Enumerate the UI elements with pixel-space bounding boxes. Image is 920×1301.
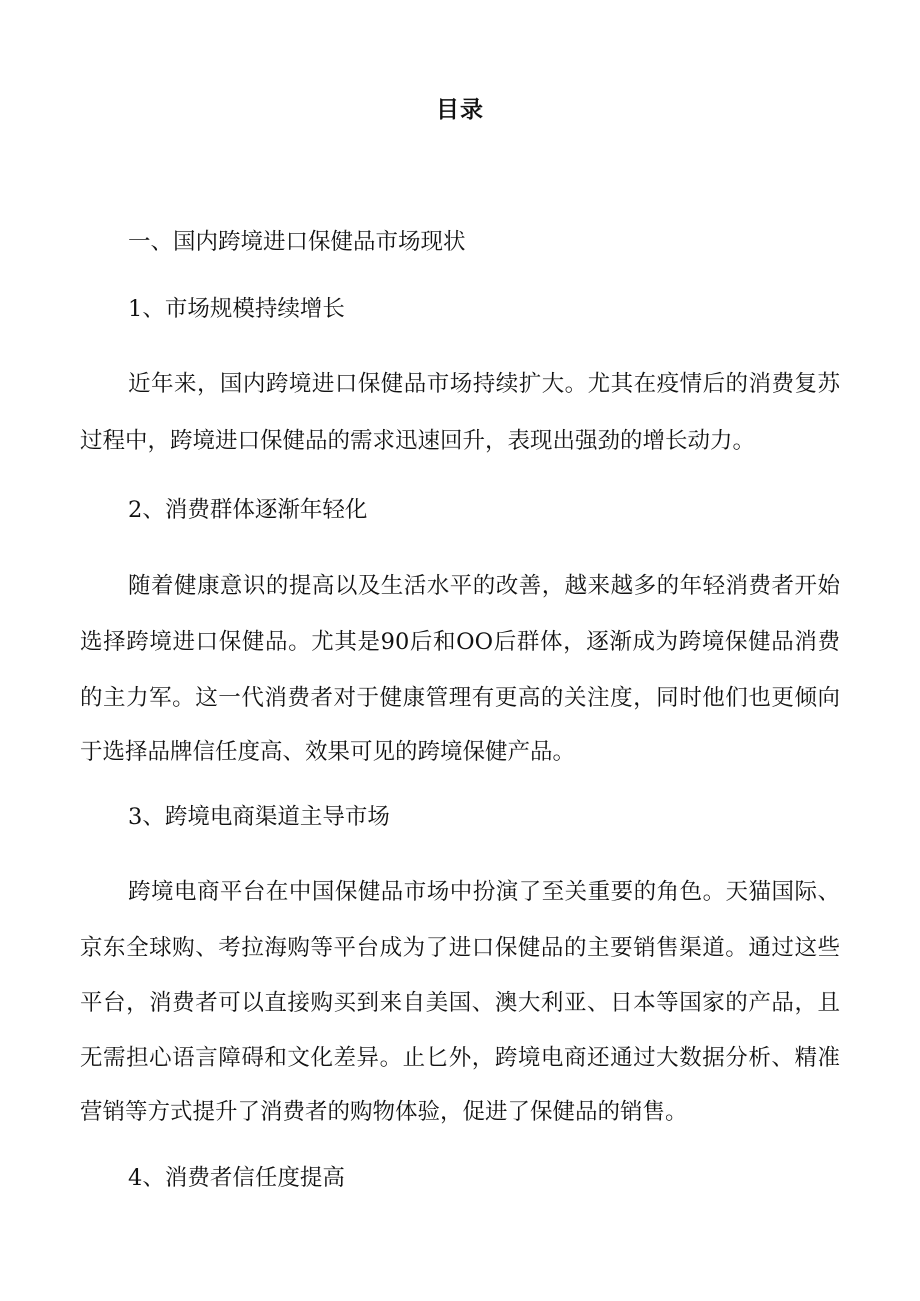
section-heading: 一、国内跨境进口保健品市场现状 bbox=[128, 229, 466, 255]
paragraph-3-line-1: 跨境电商平台在中国保健品市场中扮演了至关重要的角色。天猫国际、 bbox=[128, 879, 840, 905]
paragraph-3-line-5: 营销等方式提升了消费者的购物体验，促进了保健品的销售。 bbox=[80, 1099, 688, 1125]
paragraph-2-line-1: 随着健康意识的提高以及生活水平的改善，越来越多的年轻消费者开始 bbox=[128, 573, 840, 599]
paragraph-3-line-3: 平台，消费者可以直接购买到来自美国、澳大利亚、日本等国家的产品，且 bbox=[80, 990, 840, 1016]
subsection-heading-2: 2、消费群体逐渐年轻化 bbox=[128, 497, 368, 523]
paragraph-1-line-2: 过程中，跨境进口保健品的需求迅速回升，表现出强劲的增长动力。 bbox=[80, 428, 756, 454]
paragraph-2-line-3: 的主力军。这一代消费者对于健康管理有更高的关注度，同时他们也更倾向 bbox=[80, 685, 840, 711]
paragraph-3-line-4: 无需担心语言障碍和文化差异。止匕外，跨境电商还通过大数据分析、精准 bbox=[80, 1045, 840, 1071]
subsection-heading-4: 4、消费者信任度提高 bbox=[128, 1165, 345, 1191]
paragraph-2-line-2: 选择跨境进口保健品。尤其是90后和OO后群体，逐渐成为跨境保健品消费 bbox=[80, 629, 840, 655]
paragraph-2-line-4: 于选择品牌信任度高、效果可见的跨境保健产品。 bbox=[80, 739, 576, 765]
page-title: 目录 bbox=[436, 96, 484, 123]
subsection-heading-1: 1、市场规模持续增长 bbox=[128, 296, 345, 322]
paragraph-1-line-1: 近年来，国内跨境进口保健品市场持续扩大。尤其在疫情后的消费复苏 bbox=[128, 371, 840, 397]
subsection-heading-3: 3、跨境电商渠道主导市场 bbox=[128, 804, 390, 830]
paragraph-3-line-2: 京东全球购、考拉海购等平台成为了进口保健品的主要销售渠道。通过这些 bbox=[80, 935, 840, 961]
